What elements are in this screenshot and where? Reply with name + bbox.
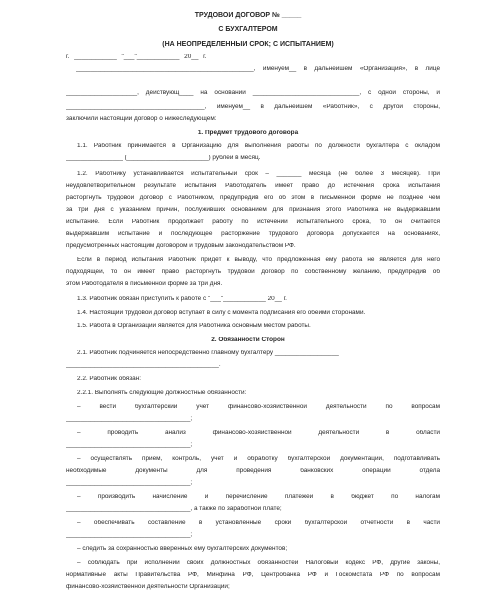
clause-1-2-line5: испытание. Если Работник продолжает работу по истечении испытательного срока, то он считается bbox=[66, 219, 440, 225]
clause-2-1: 2.1. Работник подчиняется непосредственно главному бухгалтеру __________________ bbox=[77, 350, 339, 356]
duty-analysis-blank: ___________________________________; bbox=[66, 442, 193, 448]
document-term-note: (НА НЕОПРЕДЕЛЕННЫЙ СРОК; С ИСПЫТАНИЕМ) bbox=[162, 41, 334, 48]
agreement-intro: заключили настоящий договор о нижеследующем: bbox=[66, 116, 217, 122]
duty-documents-line2: необходимые документы для проведения банковских операций отдела bbox=[66, 468, 440, 474]
clause-1-2-line7: предусмотренных настоящим договором и трудовым законодательством РФ. bbox=[66, 243, 296, 249]
probation-note-line2: подходящей, то он имеет право расторгнуть трудовой договор по собственному желанию, предупредив об bbox=[66, 269, 440, 275]
duty-compliance-line1: – соблюдать при исполнении своих должностных обязанностей Налоговый кодекс РФ, другие законы, bbox=[77, 560, 440, 566]
organization-line: __________________________________________________, именуем__ в дальнейшем «Организация», в лице bbox=[76, 66, 440, 72]
employee-line: _______________________________________, именуем__ в дальнейшем «Работник», с другой стороны, bbox=[66, 104, 440, 110]
clause-1-1: 1.1. Работник принимается в Организацию для выполнения работы по должности бухгалтера с окладом bbox=[77, 143, 440, 149]
duty-accounting-blank: ___________________________________; bbox=[66, 416, 193, 422]
duty-safekeeping: – следить за сохранностью вверенных ему бухгалтерских документов; bbox=[77, 546, 288, 552]
clause-2-2: 2.2. Работник обязан: bbox=[77, 376, 142, 382]
clause-1-2-line2: неудовлетворительном результате испытания Работодатель имеет право до истечения срока испытания bbox=[66, 183, 440, 189]
clause-2-1-blank: ___________________________________________. bbox=[66, 362, 221, 368]
duty-analysis: – проводить анализ финансово-хозяйственной деятельности в области bbox=[77, 430, 440, 436]
document-title: ТРУДОВОЙ ДОГОВОР № _____ bbox=[194, 12, 302, 19]
duty-compliance-line3: финансово-хозяйственной деятельности Организации; bbox=[66, 584, 230, 590]
duty-payments-blank: ___________________________________, а также по заработной плате; bbox=[66, 506, 282, 512]
clause-1-1-salary: ________________ (_______________________) рублей в месяц. bbox=[66, 155, 261, 161]
probation-note-line3: этом Работодателя в письменной форме за три дня. bbox=[66, 281, 223, 287]
representative-line: ____________________, действующ____ на основании ______________________________, с одной стороны, и bbox=[66, 90, 440, 96]
duty-reporting-blank: ___________________________________; bbox=[66, 532, 193, 538]
duty-reporting: – обеспечивать составление в установленные сроки бухгалтерской отчетности в части bbox=[77, 520, 440, 526]
clause-1-4: 1.4. Настоящий трудовой договор вступает в силу с момента подписания его обеими сторонами. bbox=[77, 310, 366, 316]
probation-note-line1: Если в период испытания Работник придёт к выводу, что предложенная ему работа не является для него bbox=[77, 257, 440, 263]
clause-1-2-line6: выдержавшим испытание и последующее расторжение трудового договора допускается на основаниях, bbox=[66, 231, 440, 237]
clause-2-2-1: 2.2.1. Выполнять следующие должностные обязанности: bbox=[77, 390, 247, 396]
duty-documents-line1: – осуществлять прием, контроль, учет и обработку бухгалтерской документации, подготавливать bbox=[77, 456, 440, 462]
clause-1-2-line4: за три дня с указанием причин, послуживших основанием для признания этого Работника не выдержавшим bbox=[66, 207, 440, 213]
clause-1-2-line1: 1.2. Работнику устанавливается испытательный срок – _______ месяца (не более 3 месяцев). При bbox=[77, 171, 440, 177]
duty-compliance-line2: нормативные акты Правительства РФ, Минфина РФ, Центробанка РФ и Госкомстата РФ по вопросам bbox=[66, 572, 440, 578]
clause-1-3: 1.3. Работник обязан приступить к работе с "___"____________ 20__ г. bbox=[77, 296, 287, 302]
clause-1-2-line3: расторгнуть трудовой договор с Работником, предупредив его об этом в письменной форме не позднее чем bbox=[66, 195, 440, 201]
clause-1-5: 1.5. Работа в Организации является для Работника основным местом работы. bbox=[77, 323, 311, 329]
duty-payments: – производить начисление и перечисление платежей в бюджет по налогам bbox=[77, 494, 440, 500]
section-2-heading: 2. Обязанности Сторон bbox=[211, 337, 285, 343]
document-subtitle: С БУХГАЛТЕРОМ bbox=[218, 26, 278, 33]
place-date-line: г. ____________ "___"____________ 20__ г. bbox=[66, 54, 207, 60]
duty-documents-blank: ___________________________________; bbox=[66, 480, 193, 486]
section-1-heading: 1. Предмет трудового договора bbox=[197, 130, 299, 136]
duty-accounting: – вести бухгалтерский учет финансово-хозяйственной деятельности по вопросам bbox=[77, 404, 440, 410]
